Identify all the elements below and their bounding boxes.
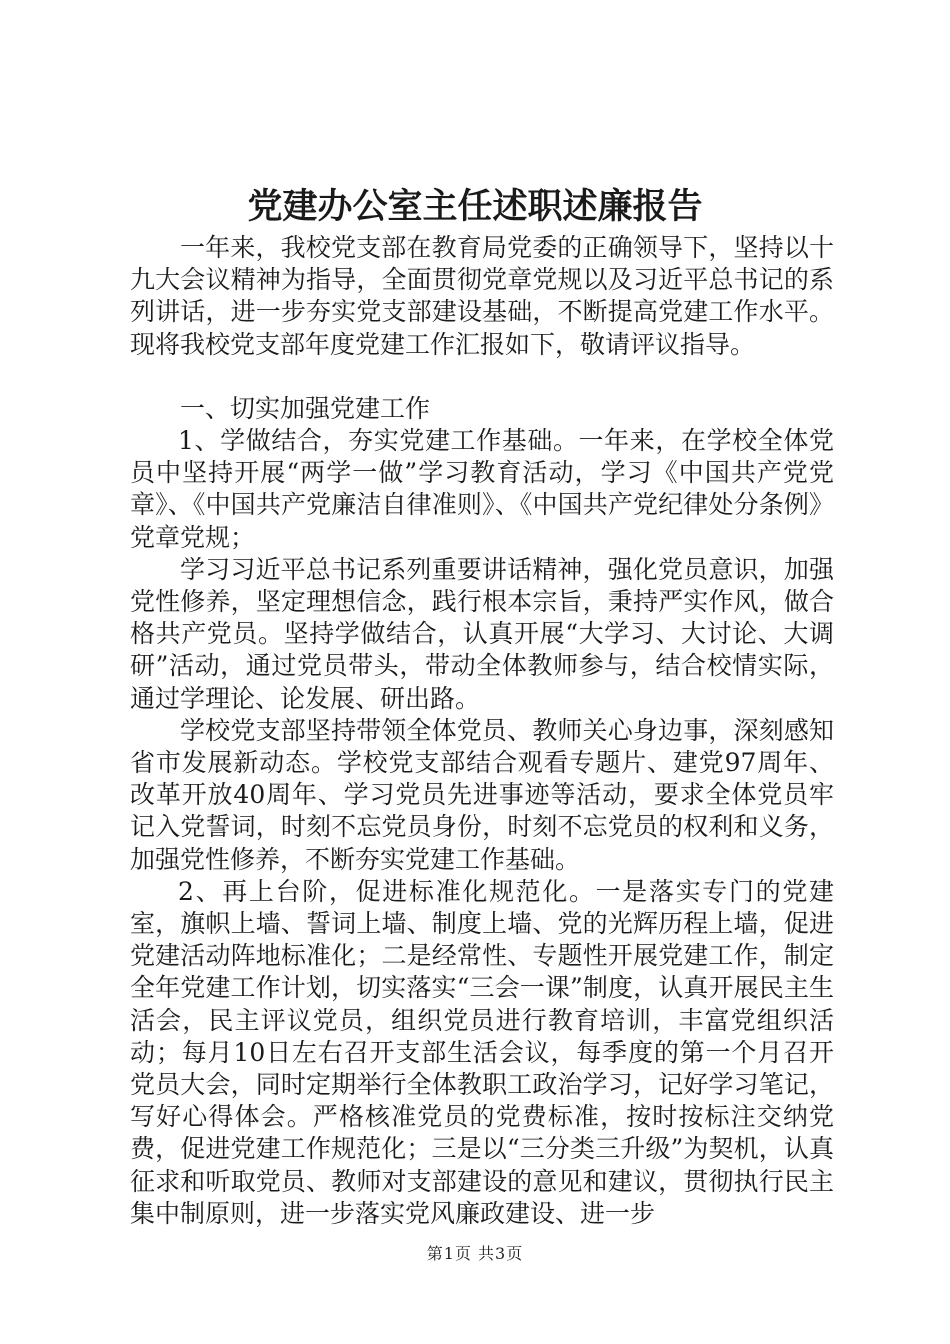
body-paragraph: 学校党支部坚持带领全体党员、教师关心身边事，深刻感知省市发展新动态。学校党支部结合观看专题片、建党97周年、改革开放40周年、学习党员先进事迹等活动，要求全体党员牢记入党誓词，时刻不忘党员身份，时刻不忘党员的权利和义务，加强党性修养，不断夯实党建工作基础。 — [130, 715, 834, 874]
page-number-footer: 第1页 共3页 — [426, 1244, 524, 1263]
section-heading: 一、切实加强党建工作 — [180, 393, 431, 423]
intro-paragraph: 一年来，我校党支部在教育局党委的正确领导下，坚持以十九大会议精神为指导，全面贯彻党章党规以及习近平总书记的系列讲话，进一步夯实党支部建设基础，不断提高党建工作水平。现将我校党支部年度党建工作汇报如下，敬请评议指导。 — [130, 233, 834, 359]
body-paragraph: 1、学做结合，夯实党建工作基础。一年来，在学校全体党员中坚持开展“两学一做”学习教育活动，学习《中国共产党党章》、《中国共产党廉洁自律准则》、《中国共产党纪律处分条例》党章党规； — [130, 426, 834, 552]
body-paragraph: 学习习近平总书记系列重要讲话精神，强化党员意识，加强党性修养，坚定理想信念，践行根本宗旨，秉持严实作风，做合格共产党员。坚持学做结合，认真开展“大学习、大讨论、大调研”活动，通过党员带头，带动全体教师参与，结合校情实际，通过学理论、论发展、研出路。 — [130, 554, 834, 713]
document-body — [130, 232, 834, 1230]
document-title: 党建办公室主任述职述廉报告 — [247, 186, 703, 227]
body-paragraph: 2、再上台阶，促进标准化规范化。一是落实专门的党建室，旗帜上墙、誓词上墙、制度上墙、党的光辉历程上墙，促进党建活动阵地标准化；二是经常性、专题性开展党建工作，制定全年党建工作计划，切实落实“三会一课”制度，认真开展民主生活会，民主评议党员，组织党员进行教育培训，丰富党组织活动；每月10日左右召开支部生活会议，每季度的第一个月召开党员大会，同时定期举行全体教职工政治学习，记好学习笔记，写好心得体会。严格核准党员的党费标准，按时按标注交纳党费，促进党建工作规范化；三是以“三分类三升级”为契机，认真征求和听取党员、教师对支部建设的意见和建议，贯彻执行民主集中制原则，进一步落实党风廉政建设、进一步 — [130, 876, 834, 1228]
